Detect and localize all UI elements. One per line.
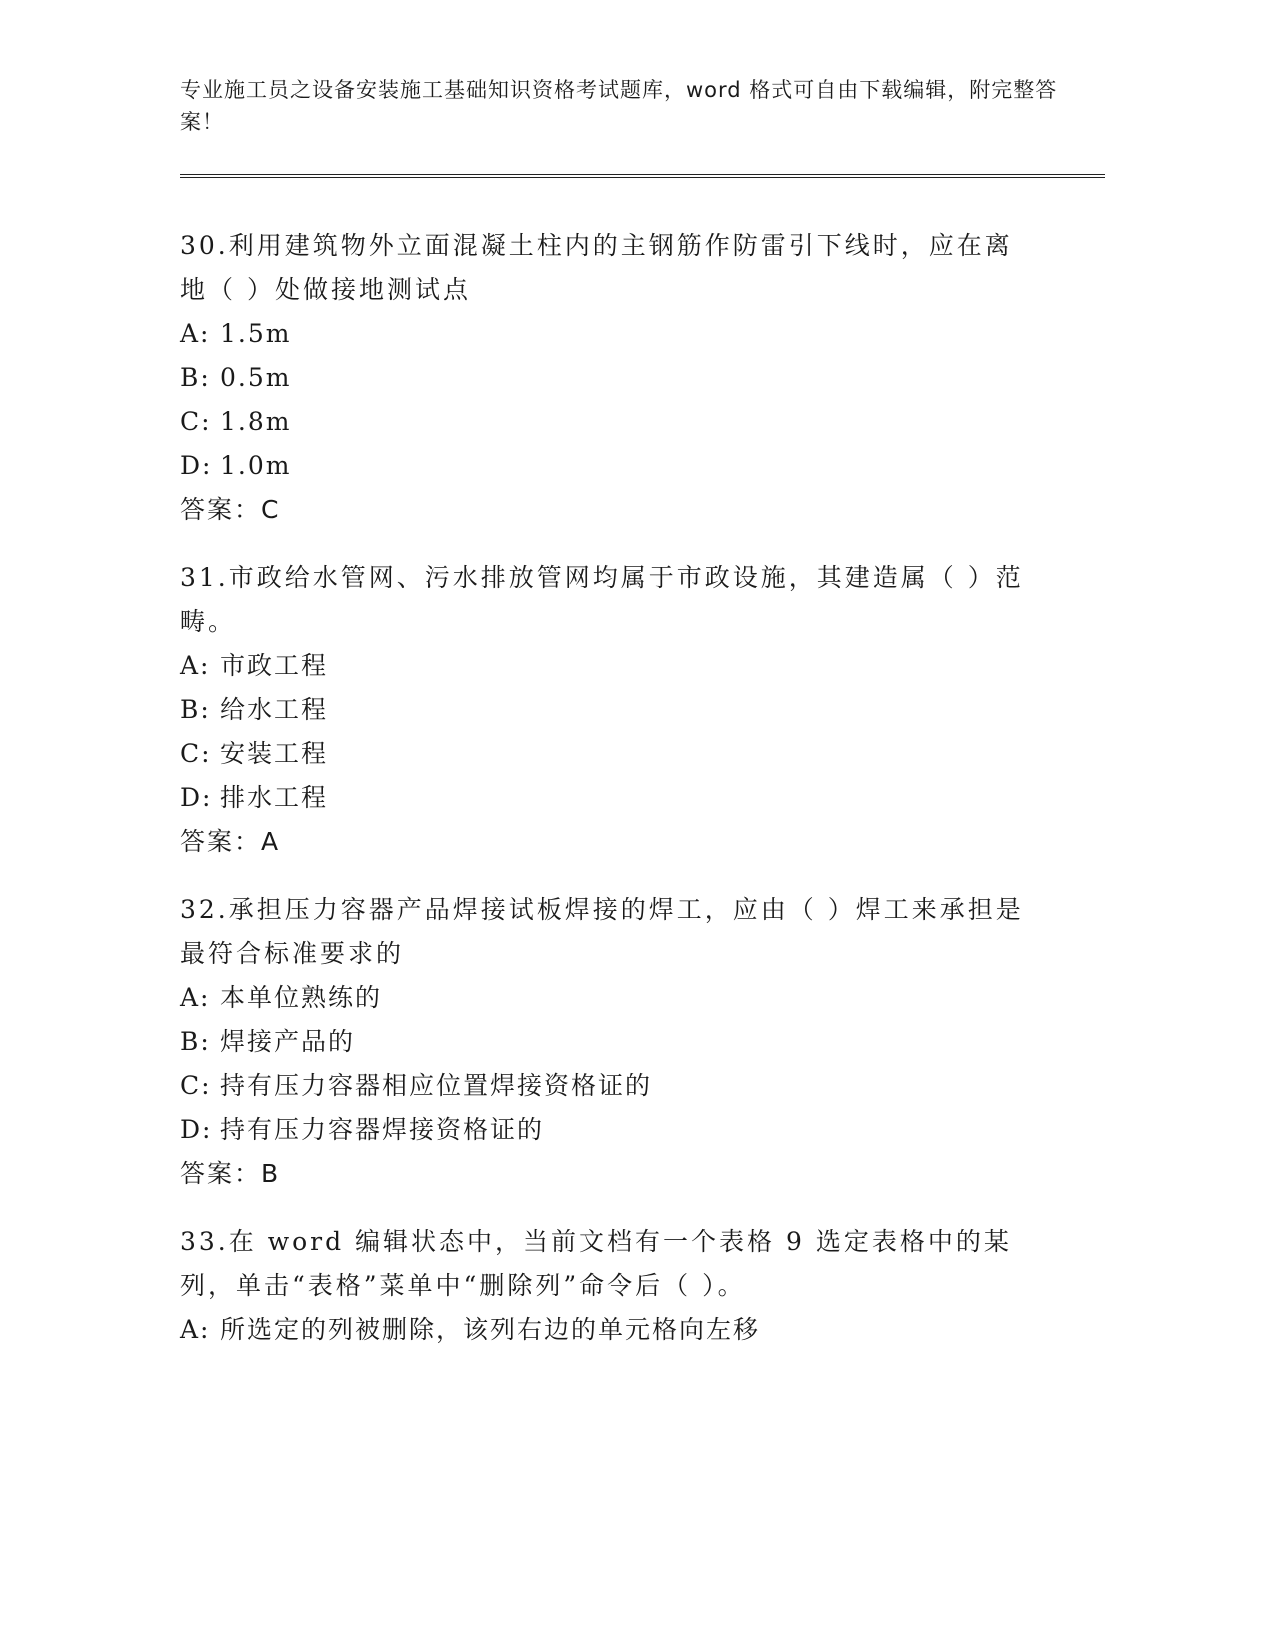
- question-stem: 32.承担压力容器产品焊接试板焊接的焊工，应由（ ）焊工来承担是最符合标准要求的: [180, 895, 1024, 968]
- option-key: B:: [180, 363, 211, 392]
- option-key: A:: [180, 983, 211, 1012]
- option-text: 持有压力容器焊接资格证的: [220, 1115, 545, 1144]
- option-c: [180, 732, 1040, 776]
- answer-line: 答案：C: [180, 495, 281, 524]
- option-key: C:: [180, 739, 212, 768]
- question-stem: 30.利用建筑物外立面混凝土柱内的主钢筋作防雷引下线时，应在离地（ ）处做接地测试点: [180, 231, 1013, 304]
- option-a: [180, 1308, 1040, 1352]
- option-text: 所选定的列被删除，该列右边的单元格向左移: [220, 1315, 761, 1344]
- option-a: [180, 312, 1040, 356]
- option-d: [180, 1108, 1040, 1152]
- question-33: [180, 1220, 1040, 1352]
- option-b: [180, 688, 1040, 732]
- option-text: 排水工程: [220, 783, 329, 812]
- option-c: [180, 400, 1040, 444]
- option-key: D:: [180, 1115, 213, 1144]
- option-key: D:: [180, 451, 213, 480]
- option-text: 给水工程: [220, 695, 329, 724]
- question-31: [180, 556, 1040, 864]
- option-text: 1.8m: [220, 407, 292, 436]
- option-a: [180, 976, 1040, 1020]
- document-header: [180, 74, 1060, 138]
- option-key: A:: [180, 651, 211, 680]
- question-30: [180, 224, 1040, 532]
- question-stem: 33.在 word 编辑状态中，当前文档有一个表格 9 选定表格中的某列，单击“表格”菜单中“删除列”命令后（ ）。: [180, 1227, 1012, 1300]
- option-d: [180, 444, 1040, 488]
- question-list: [180, 224, 1040, 1376]
- option-text: 焊接产品的: [220, 1027, 356, 1056]
- option-d: [180, 776, 1040, 820]
- document-title: 专业施工员之设备安装施工基础知识资格考试题库，word 格式可自由下载编辑，附完整答案！: [180, 78, 1058, 134]
- option-key: A:: [180, 319, 211, 348]
- option-c: [180, 1064, 1040, 1108]
- answer-line: 答案：A: [180, 827, 281, 856]
- question-32: [180, 888, 1040, 1196]
- option-key: B:: [180, 1027, 211, 1056]
- option-text: 0.5m: [220, 363, 292, 392]
- option-b: [180, 1020, 1040, 1064]
- option-text: 安装工程: [220, 739, 329, 768]
- option-text: 1.5m: [220, 319, 292, 348]
- option-b: [180, 356, 1040, 400]
- option-a: [180, 644, 1040, 688]
- option-key: A:: [180, 1315, 211, 1344]
- option-key: D:: [180, 783, 213, 812]
- header-divider: [180, 174, 1105, 178]
- option-text: 本单位熟练的: [220, 983, 383, 1012]
- option-text: 持有压力容器相应位置焊接资格证的: [220, 1071, 653, 1100]
- option-text: 市政工程: [220, 651, 329, 680]
- option-key: C:: [180, 1071, 212, 1100]
- option-text: 1.0m: [220, 451, 292, 480]
- option-key: B:: [180, 695, 211, 724]
- question-stem: 31.市政给水管网、污水排放管网均属于市政设施，其建造属（ ）范畴。: [180, 563, 1024, 636]
- option-key: C:: [180, 407, 212, 436]
- answer-line: 答案：B: [180, 1159, 281, 1188]
